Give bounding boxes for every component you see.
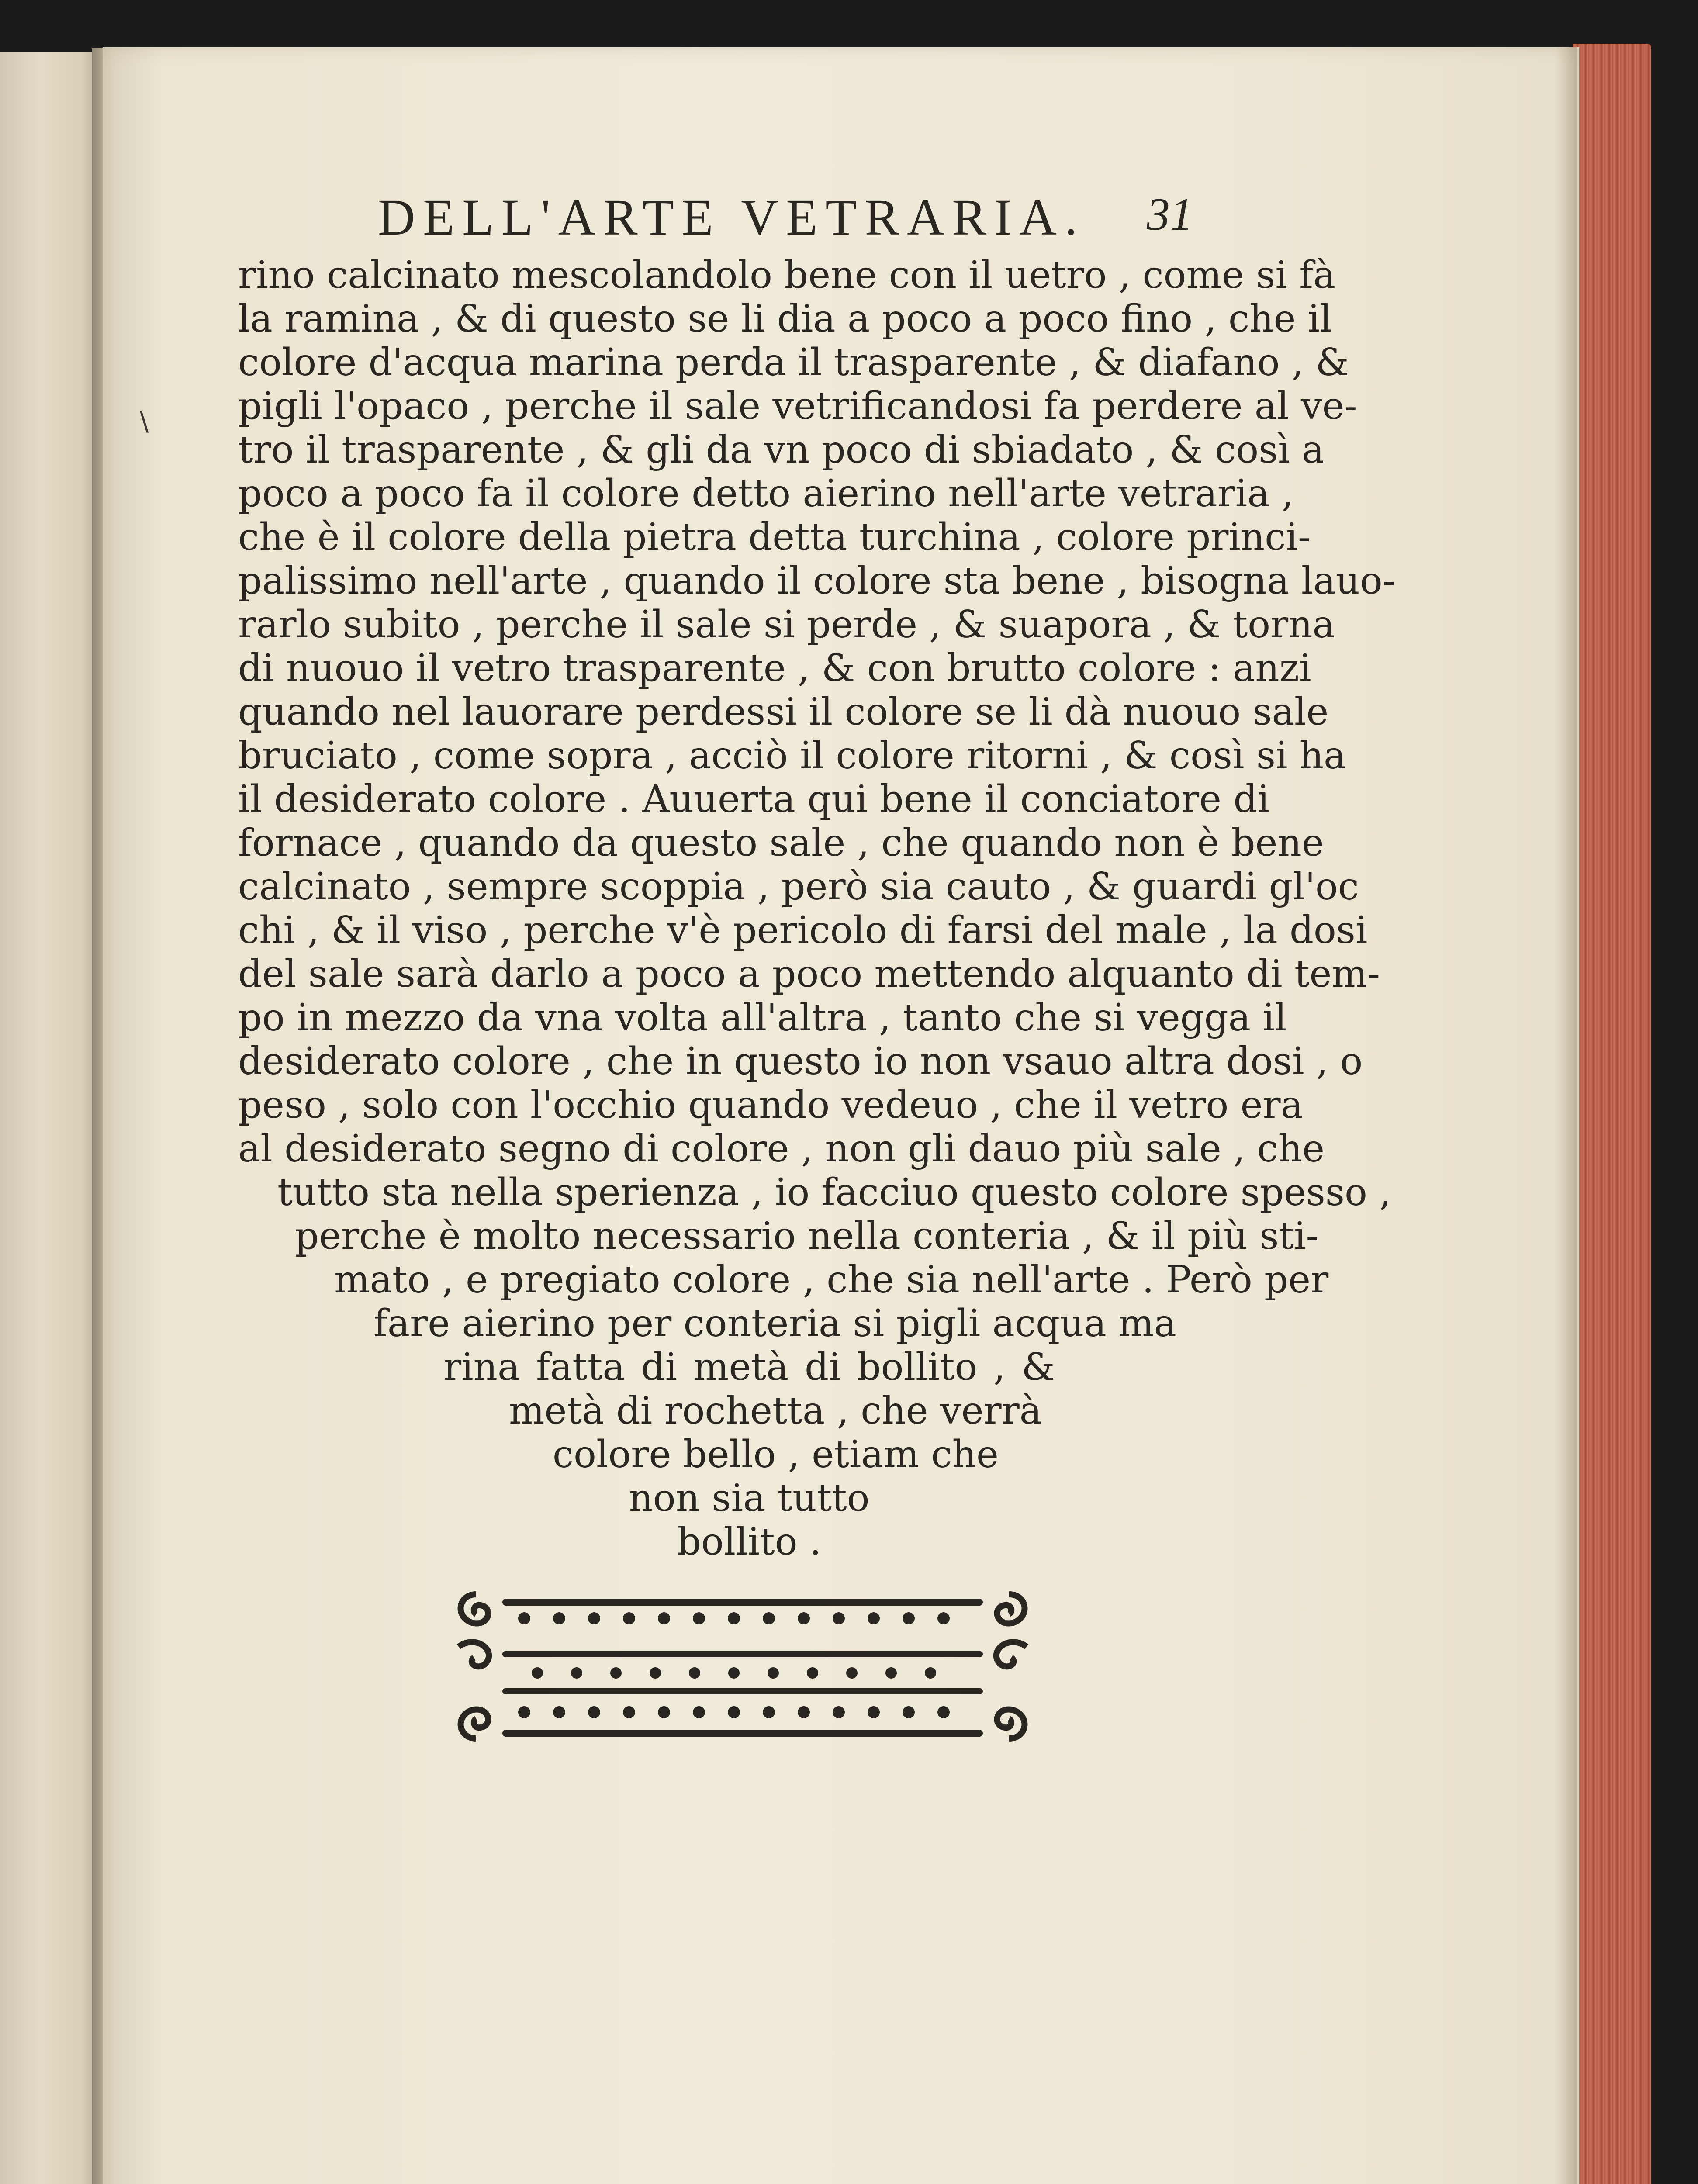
- text-line: peso , solo con l'occhio quando vedeuo , che il vetro era: [238, 1083, 1303, 1127]
- text-line: quando nel lauorare perdessi il colore se li dà nuouo sale: [238, 690, 1329, 734]
- text-line: rina fatta di metà di bollito , &: [443, 1345, 1055, 1389]
- text-line: pigli l'opaco , perche il sale vetrificandosi fa perdere al ve-: [238, 384, 1357, 428]
- ornament-band-top: [461, 1594, 1025, 1624]
- text-line: rino calcinato mescolandolo bene con il uetro , come si fà: [238, 253, 1336, 297]
- running-title: DELL'ARTE VETRARIA.: [378, 189, 1086, 246]
- text-line: desiderato colore , che in questo io non vsauo altra dosi , o: [238, 1040, 1363, 1083]
- text-line: la ramina , & di questo se li dia a poco a poco fino , che il: [238, 297, 1332, 341]
- body-text: [238, 253, 1395, 1564]
- text-line: palissimo nell'arte , quando il colore sta bene , bisogna lauo-: [238, 559, 1395, 603]
- text-line: rarlo subito , perche il sale si perde , & suapora , & torna: [238, 603, 1335, 646]
- ornament-band-middle: [459, 1642, 1027, 1694]
- text-line: mato , e pregiato colore , che sia nell'arte . Però per: [334, 1258, 1329, 1302]
- text-line: fornace , quando da questo sale , che quando non è bene: [238, 821, 1324, 865]
- printers-ornament: [450, 1581, 1035, 1756]
- text-line: metà di rochetta , che verrà: [509, 1389, 1042, 1433]
- text-line: non sia tutto: [629, 1476, 870, 1520]
- text-line: del sale sarà darlo a poco a poco mettendo alquanto di tem-: [238, 952, 1380, 996]
- text-line: perche è molto necessario nella conteria , & il più sti-: [295, 1214, 1319, 1258]
- paper-speck-mark: \: [140, 406, 149, 437]
- text-line: tro il trasparente , & gli da vn poco di sbiadato , & così a: [238, 428, 1325, 472]
- text-line: di nuouo il vetro trasparente , & con brutto colore : anzi: [238, 646, 1311, 690]
- text-line: colore bello , etiam che: [553, 1433, 999, 1476]
- text-line: il desiderato colore . Auuerta qui bene il conciatore di: [238, 778, 1269, 821]
- text-line: bollito .: [677, 1520, 822, 1564]
- running-head: [238, 188, 1256, 253]
- page-number: 31: [1147, 189, 1193, 240]
- red-fore-edge: [1573, 44, 1651, 2184]
- text-line: calcinato , sempre scoppia , però sia cauto , & guardi gl'oc: [238, 865, 1359, 909]
- text-line: po in mezzo da vna volta all'altra , tanto che si vegga il: [238, 996, 1287, 1040]
- text-line: poco a poco fa il colore detto aierino nell'arte vetraria ,: [238, 472, 1294, 515]
- ornament-band-bottom: [461, 1706, 1025, 1738]
- text-line: fare aierino per conteria si pigli acqua ma: [373, 1302, 1176, 1345]
- text-line: tutto sta nella sperienza , io facciuo questo colore spesso ,: [277, 1171, 1391, 1214]
- text-line: colore d'acqua marina perda il trasparente , & diafano , &: [238, 341, 1349, 384]
- text-block: [238, 188, 1395, 1564]
- text-line: bruciato , come sopra , acciò il colore ritorni , & così si ha: [238, 734, 1346, 778]
- text-line: al desiderato segno di colore , non gli dauo più sale , che: [238, 1127, 1325, 1171]
- verso-page-edge: [0, 52, 103, 2184]
- page-edge-shadow: [1555, 47, 1577, 2184]
- text-line: chi , & il viso , perche v'è pericolo di farsi del male , la dosi: [238, 909, 1368, 952]
- text-line: che è il colore della pietra detta turchina , colore princi-: [238, 515, 1311, 559]
